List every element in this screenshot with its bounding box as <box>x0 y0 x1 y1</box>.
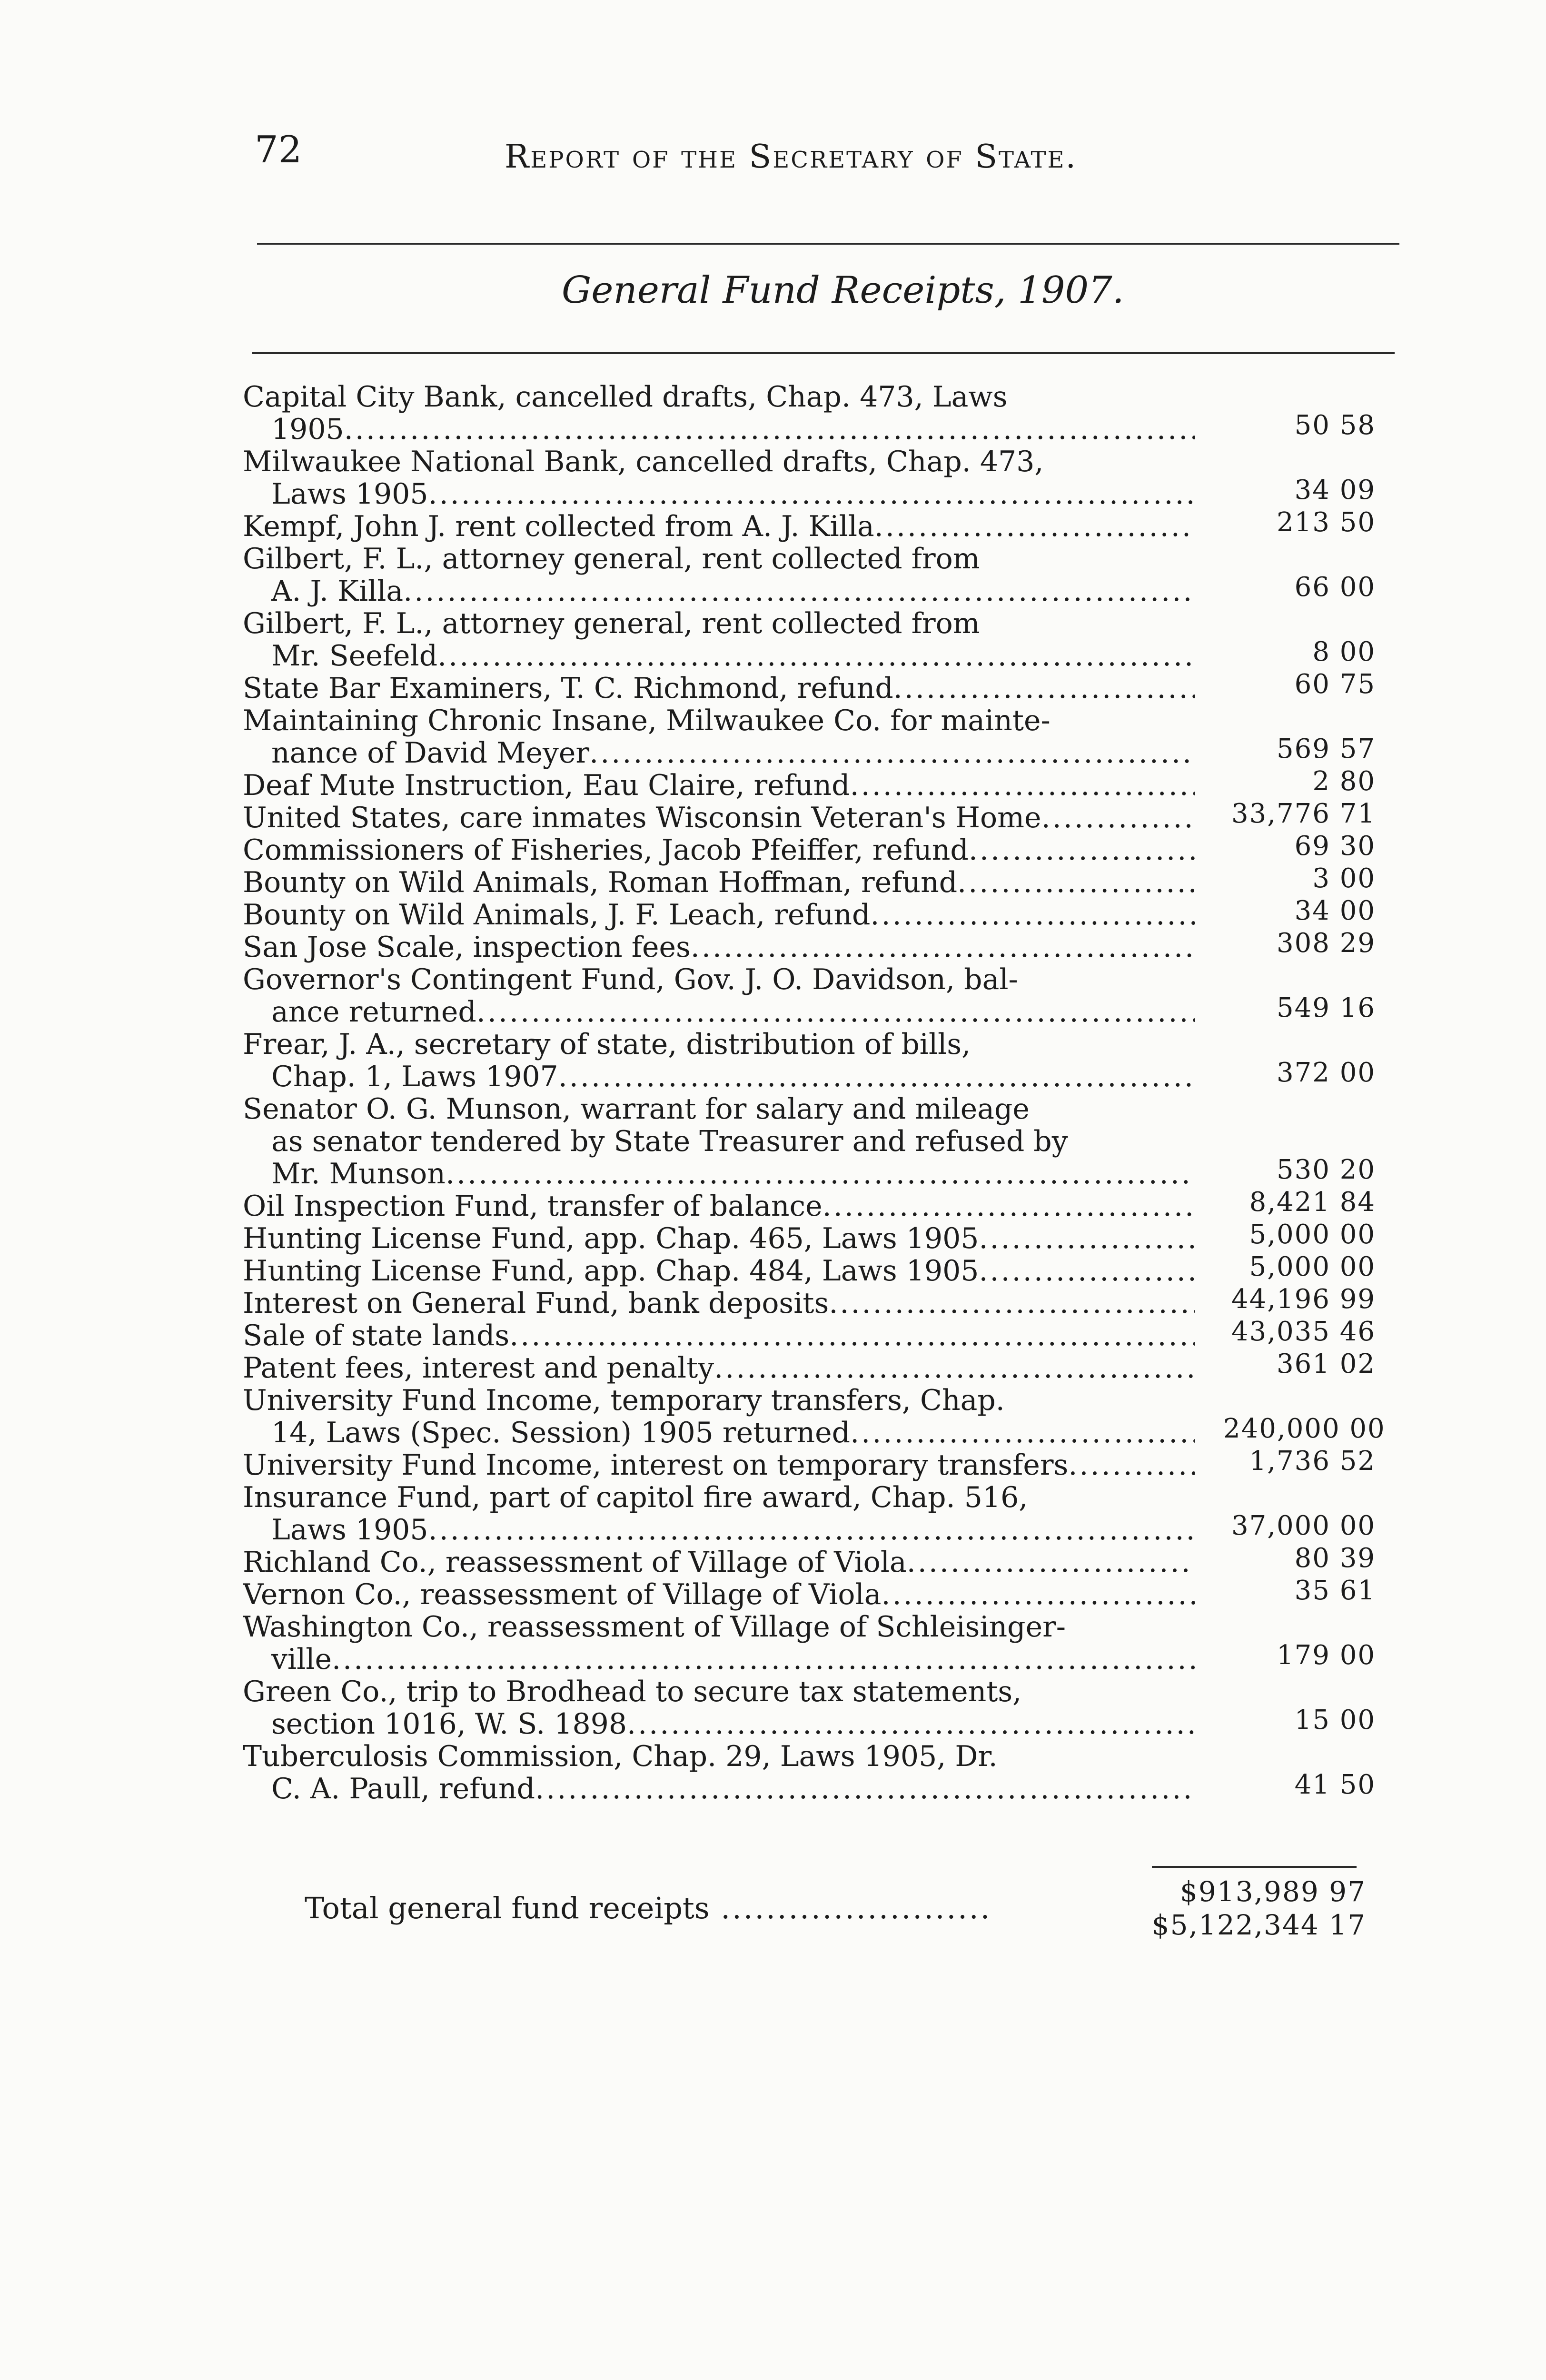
receipt-description <box>243 510 1195 543</box>
receipt-amount: 50 58 <box>1294 410 1376 441</box>
receipt-line: Kempf, John J. rent collected from A. J. Killa ..... <box>243 510 874 543</box>
receipt-line-wrap <box>243 802 1195 834</box>
receipt-amount: 34 09 <box>1294 475 1376 506</box>
title-rule <box>252 352 1395 354</box>
receipt-description <box>243 866 1195 899</box>
receipt-amount: 372 00 <box>1277 1057 1376 1088</box>
receipt-line-wrap <box>243 1417 1195 1449</box>
receipt-amount: 15 00 <box>1294 1705 1376 1735</box>
receipt-line: as senator tendered by State Treasurer and refused by <box>271 1125 1068 1158</box>
receipt-line: Senator O. G. Munson, warrant for salary and mileage <box>243 1093 1030 1125</box>
receipt-description <box>243 1676 1195 1740</box>
receipt-amount: 179 00 <box>1277 1640 1376 1671</box>
receipt-line: Deaf Mute Instruction, Eau Claire, refund ..... <box>243 769 850 802</box>
receipt-line: Laws 1905 ..... <box>271 478 428 510</box>
receipt-description <box>243 963 1195 1028</box>
receipt-amount: 44,196 99 <box>1231 1284 1376 1315</box>
receipt-line-wrap <box>243 1708 1195 1740</box>
receipt-description <box>243 1287 1195 1319</box>
receipt-line-wrap <box>243 1287 1195 1319</box>
receipt-entry <box>224 1575 1376 1611</box>
receipt-amount: 213 50 <box>1277 507 1376 538</box>
receipt-description <box>243 607 1195 672</box>
receipt-amount: 2 80 <box>1312 766 1376 797</box>
receipt-amount: 3 00 <box>1312 863 1376 894</box>
receipt-description <box>243 1190 1195 1222</box>
receipt-amount: 35 61 <box>1294 1575 1376 1606</box>
receipt-description <box>243 1481 1195 1546</box>
receipt-line-wrap <box>243 1255 1195 1287</box>
receipt-entry <box>224 507 1376 543</box>
receipt-description <box>243 446 1195 510</box>
receipt-line: Gilbert, F. L., attorney general, rent collected from <box>243 607 980 640</box>
receipt-description <box>243 1222 1195 1255</box>
receipt-line: Tuberculosis Commission, Chap. 29, Laws 1905, Dr. <box>243 1740 998 1773</box>
receipt-entry <box>224 831 1376 866</box>
receipt-line: Laws 1905 ..... <box>271 1514 428 1546</box>
receipt-amount: 308 29 <box>1277 928 1376 959</box>
receipt-line-wrap <box>243 1449 1195 1481</box>
receipt-entry <box>224 963 1376 1028</box>
receipt-line: 1905 ..... <box>271 413 344 446</box>
receipt-amount: 5,000 00 <box>1249 1251 1376 1282</box>
receipt-line: Richland Co., reassessment of Village of Viola ..... <box>243 1546 907 1578</box>
receipt-amount: 80 39 <box>1294 1543 1376 1574</box>
receipt-line-wrap <box>243 575 1195 607</box>
receipt-line: Hunting License Fund, app. Chap. 484, Laws 1905 ..... <box>243 1255 979 1287</box>
receipt-line-wrap <box>243 640 1195 672</box>
receipt-line-wrap <box>243 963 1195 996</box>
receipt-line-wrap <box>243 1061 1195 1093</box>
page-number: 72 <box>255 129 302 171</box>
receipt-line-wrap <box>243 1158 1195 1190</box>
receipt-line-wrap <box>243 931 1195 963</box>
receipt-entry <box>224 766 1376 802</box>
receipt-description <box>243 704 1195 769</box>
receipt-description <box>243 769 1195 802</box>
receipt-line-wrap <box>243 1190 1195 1222</box>
receipt-entry <box>224 928 1376 963</box>
receipt-entry <box>224 1093 1376 1190</box>
receipt-description <box>243 1352 1195 1384</box>
receipt-line-wrap <box>243 446 1195 478</box>
receipt-line-wrap <box>243 899 1195 931</box>
total-rule <box>1152 1866 1357 1868</box>
receipt-line: Patent fees, interest and penalty ..... <box>243 1352 714 1384</box>
receipt-entry <box>224 1316 1376 1352</box>
receipt-amount: 5,000 00 <box>1249 1219 1376 1250</box>
receipt-amount: 37,000 00 <box>1231 1510 1376 1541</box>
receipt-line: C. A. Paull, refund ..... <box>271 1773 535 1805</box>
receipt-line: University Fund Income, temporary transfers, Chap. <box>243 1384 1005 1417</box>
receipt-line-wrap <box>243 1514 1195 1546</box>
receipt-description <box>243 899 1195 931</box>
receipt-entry <box>224 381 1376 446</box>
receipt-description <box>243 931 1195 963</box>
receipt-line: Chap. 1, Laws 1907 ..... <box>271 1061 558 1093</box>
receipt-line-wrap <box>243 1125 1195 1158</box>
receipt-line-wrap <box>243 1578 1195 1611</box>
receipt-line-wrap <box>243 834 1195 866</box>
receipts-list <box>224 381 1386 1805</box>
running-head: Report of the Secretary of State. <box>505 138 1078 176</box>
receipt-line: ance returned ..... <box>271 996 476 1028</box>
receipt-line-wrap <box>243 1352 1195 1384</box>
receipt-line: State Bar Examiners, T. C. Richmond, refund ..... <box>243 672 893 704</box>
receipt-amount: 569 57 <box>1277 734 1376 764</box>
receipt-description <box>243 1384 1195 1449</box>
receipt-line-wrap <box>243 607 1195 640</box>
receipt-amount: 43,035 46 <box>1231 1316 1376 1347</box>
receipt-line: Maintaining Chronic Insane, Milwaukee Co. for mainte- <box>243 704 1050 737</box>
receipt-line-wrap <box>243 704 1195 737</box>
receipt-line-wrap <box>243 1481 1195 1514</box>
receipt-entry <box>224 1481 1376 1546</box>
receipt-amount: 8,421 84 <box>1249 1187 1376 1218</box>
receipt-description <box>243 1578 1195 1611</box>
receipt-line-wrap <box>243 413 1195 446</box>
receipt-entry <box>224 1251 1376 1287</box>
receipt-description <box>243 1319 1195 1352</box>
receipt-line-wrap <box>243 1384 1195 1417</box>
receipt-line: Insurance Fund, part of capitol fire award, Chap. 516, <box>243 1481 1028 1514</box>
receipt-entry <box>224 1349 1376 1384</box>
receipt-description <box>243 672 1195 704</box>
receipt-line: Frear, J. A., secretary of state, distribution of bills, <box>243 1028 971 1061</box>
receipt-line: 14, Laws (Spec. Session) 1905 returned ..... <box>271 1417 850 1449</box>
receipt-line: Governor's Contingent Fund, Gov. J. O. Davidson, bal- <box>243 963 1018 996</box>
receipt-entry <box>224 1284 1376 1319</box>
receipt-line: Gilbert, F. L., attorney general, rent collected from <box>243 543 980 575</box>
receipt-line: Commissioners of Fisheries, Jacob Pfeiffer, refund ..... <box>243 834 969 866</box>
receipt-line-wrap <box>243 478 1195 510</box>
receipt-line-wrap <box>243 1028 1195 1061</box>
receipt-line-wrap <box>243 1740 1195 1773</box>
receipt-line: Interest on General Fund, bank deposits ..... <box>243 1287 829 1319</box>
receipt-entry <box>224 446 1376 510</box>
receipt-entry <box>224 1611 1376 1676</box>
receipt-amount: 41 50 <box>1294 1769 1376 1800</box>
receipt-entry <box>224 543 1376 607</box>
receipt-line: Sale of state lands ..... <box>243 1319 509 1352</box>
receipt-entry <box>224 895 1376 931</box>
receipt-amount: 33,776 71 <box>1231 798 1376 829</box>
receipt-amount: 1,736 52 <box>1249 1446 1376 1477</box>
receipt-entry <box>224 1740 1376 1805</box>
section-title: General Fund Receipts, 1907. <box>562 269 1124 312</box>
receipt-description <box>243 1255 1195 1287</box>
receipt-entry <box>224 669 1376 704</box>
receipt-entry <box>224 1676 1376 1740</box>
receipt-entry <box>224 1187 1376 1222</box>
top-rule <box>257 243 1399 245</box>
receipt-line: Oil Inspection Fund, transfer of balance ..... <box>243 1190 823 1222</box>
receipt-line-wrap <box>243 1611 1195 1643</box>
receipt-entry <box>224 1384 1386 1449</box>
receipt-line-wrap <box>243 510 1195 543</box>
receipt-line-wrap <box>243 996 1195 1028</box>
receipt-line: Vernon Co., reassessment of Village of Viola ..... <box>243 1578 882 1611</box>
receipt-amount: 34 00 <box>1294 895 1376 926</box>
receipt-description <box>243 1740 1195 1805</box>
receipt-line-wrap <box>243 866 1195 899</box>
receipt-description <box>243 1611 1195 1676</box>
receipt-line: San Jose Scale, inspection fees ..... <box>243 931 691 963</box>
receipt-line-wrap <box>243 1643 1195 1676</box>
receipt-amount: 240,000 00 <box>1223 1413 1386 1444</box>
receipt-amount: 69 30 <box>1294 831 1376 862</box>
receipt-amount: 361 02 <box>1277 1349 1376 1379</box>
receipt-description <box>243 1546 1195 1578</box>
receipt-line: Mr. Munson ..... <box>271 1158 446 1190</box>
receipt-description <box>243 543 1195 607</box>
receipt-description <box>243 834 1195 866</box>
receipt-amount: 8 00 <box>1312 636 1376 667</box>
receipt-entry <box>224 1219 1376 1255</box>
receipt-line-wrap <box>243 769 1195 802</box>
receipt-entry <box>224 863 1376 899</box>
receipt-description <box>243 1449 1195 1481</box>
receipt-line: Bounty on Wild Animals, J. F. Leach, refund ..... <box>243 899 870 931</box>
receipt-description <box>243 1093 1195 1190</box>
receipt-amount: 66 00 <box>1294 572 1376 603</box>
receipt-entry <box>224 1543 1376 1578</box>
receipt-description <box>243 1028 1195 1093</box>
receipt-line-wrap <box>243 1546 1195 1578</box>
receipt-description <box>243 802 1195 834</box>
receipt-entry <box>224 704 1376 769</box>
receipt-line-wrap <box>243 543 1195 575</box>
receipt-description <box>243 381 1195 446</box>
receipt-amount: 530 20 <box>1277 1154 1376 1185</box>
total-row <box>286 1875 1366 1942</box>
receipt-line-wrap <box>243 672 1195 704</box>
receipt-entry <box>224 798 1376 834</box>
receipt-line-wrap <box>243 1676 1195 1708</box>
receipt-line: nance of David Meyer ..... <box>271 737 589 769</box>
receipt-line-wrap <box>243 1222 1195 1255</box>
receipt-line: Green Co., trip to Brodhead to secure tax statements, <box>243 1676 1022 1708</box>
receipt-line: A. J. Killa ..... <box>271 575 403 607</box>
receipt-line: Hunting License Fund, app. Chap. 465, Laws 1905 ..... <box>243 1222 979 1255</box>
receipt-line: ville ..... <box>271 1643 332 1676</box>
receipt-line: United States, care inmates Wisconsin Veteran's Home ..... <box>243 802 1041 834</box>
receipt-line-wrap <box>243 737 1195 769</box>
receipt-line: University Fund Income, interest on temporary transfers ..... <box>243 1449 1068 1481</box>
receipt-line: Washington Co., reassessment of Village of Schleisinger- <box>243 1611 1066 1643</box>
receipt-line-wrap <box>243 1773 1195 1805</box>
receipt-line: Mr. Seefeld ..... <box>271 640 437 672</box>
grand-total-amount: $5,122,344 17 <box>1151 1909 1366 1941</box>
receipt-line-wrap <box>243 1093 1195 1125</box>
receipt-line-wrap <box>243 381 1195 413</box>
receipt-entry <box>224 1028 1376 1093</box>
receipt-entry <box>224 1446 1376 1481</box>
total-label: Total general fund receipts ..... <box>305 1891 991 1925</box>
receipt-amount: 549 16 <box>1277 992 1376 1023</box>
receipt-line: section 1016, W. S. 1898 ..... <box>271 1708 627 1740</box>
total-amount: $913,989 97 <box>1180 1875 1366 1908</box>
receipt-line: Capital City Bank, cancelled drafts, Chap. 473, Laws <box>243 381 1008 413</box>
receipt-amount: 60 75 <box>1294 669 1376 700</box>
receipt-line: Milwaukee National Bank, cancelled drafts, Chap. 473, <box>243 446 1044 478</box>
receipt-entry <box>224 607 1376 672</box>
receipt-line-wrap <box>243 1319 1195 1352</box>
receipt-line: Bounty on Wild Animals, Roman Hoffman, refund ..... <box>243 866 957 899</box>
